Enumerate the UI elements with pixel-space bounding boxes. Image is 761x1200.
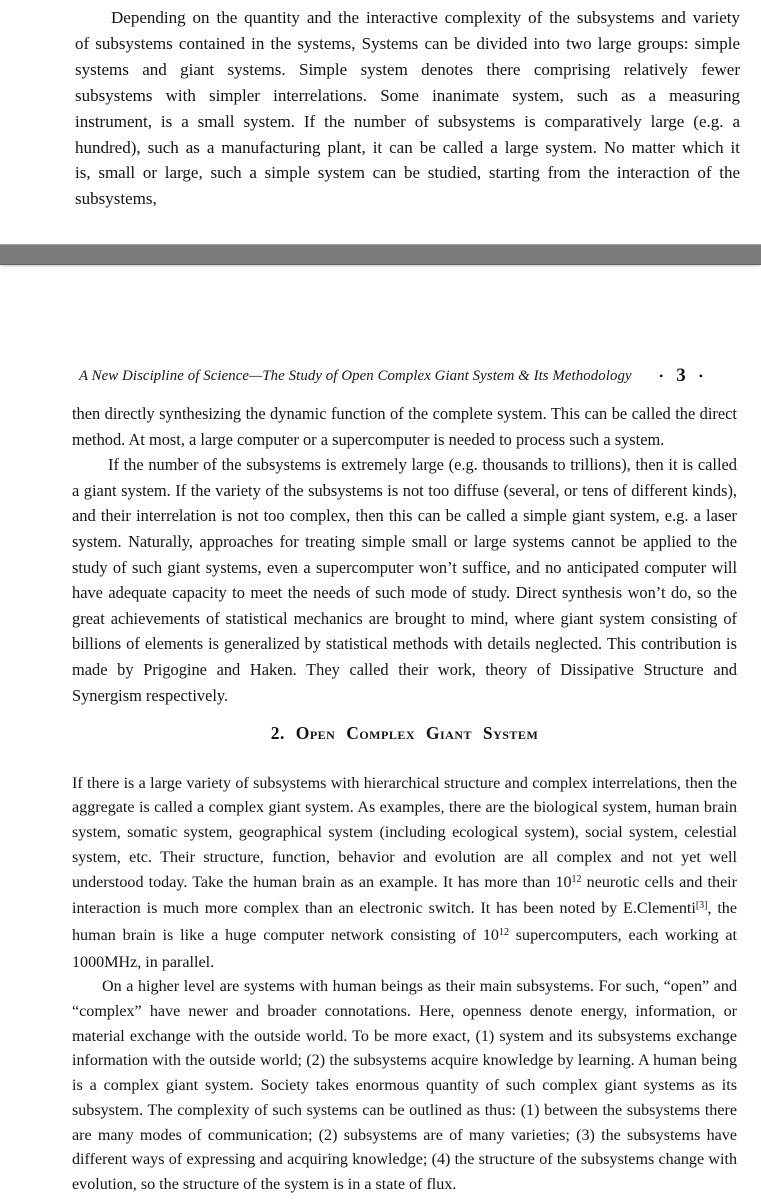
paragraph-complex-giant-system: If there is a large variety of subsystems with hierarchical structure and complex interrelations, then the aggregate is called a complex giant system. As examples, there are the biological system, human brain system, somatic system, geographical system (including ecological system), social system, celestial system, etc. Their structure, function, behavior and evolution are all complex and not yet well understood today. Take the human brain as an example. It has more than $10^{12}$ neurotic cells and their interaction is much more complex than an electronic switch. It has been noted by E.Clementi[3], the human brain is like a huge computer network consisting of $10^{12}$ supercomputers, each working at 1000MHz, in parallel.: [72, 774, 737, 971]
section-heading: 2. Open Complex Giant System: [270, 723, 539, 744]
page-number-bullet-right: •: [698, 368, 703, 383]
running-header: [79, 366, 703, 385]
paragraph-direct-method: then directly synthesizing the dynamic function of the complete system. This can be called the direct method. At most, a large computer or a supercomputer is needed to process such a system.: [72, 404, 737, 449]
page-number-marker: [659, 366, 703, 385]
page-number-bullet-left: •: [659, 368, 664, 383]
page-number: 3: [676, 365, 686, 386]
paragraph-higher-level-systems: On a higher level are systems with human beings as their main subsystems. For such, “open” and “complex” have newer and broader connotations. Here, openness denote energy, information, or material exchange with the outside world. To be more exact, (1) system and its subsystems exchange information with the outside world; (2) the subsystems acquire knowledge by learning. A human being is a complex giant system. Society takes enormous quantity of such complex giant systems as its subsystem. The complexity of such systems can be outlined as thus: (1) between the subsystems there are many modes of communication; (2) subsystems are of many varieties; (3) the subsystems have different ways of expressing and acquiring knowledge; (4) the structure of the subsystems change with evolution, so the structure of the system is in a state of flux.: [72, 978, 737, 1193]
running-header-title: A New Discipline of Science—The Study of Open Complex Giant System & Its Methodology: [79, 367, 632, 384]
page-separator-bar: [0, 244, 761, 265]
prev-page-paragraph: Depending on the quantity and the interactive complexity of the subsystems and variety of subsystems contained in the systems, Systems can be divided into two large groups: simple systems and giant systems. Simple system denotes there comprising relatively fewer subsystems with simpler interrelations. Some inanimate system, such as a measuring instrument, is a small system. If the number of subsystems is comparatively large (e.g. a hundred), such as a manufacturing plant, it can be called a large system. No matter which it is, small or large, such a simple system can be studied, starting from the interaction of the subsystems,: [75, 8, 740, 209]
page-body: [72, 401, 737, 1198]
paragraph-giant-system: If the number of the subsystems is extremely large (e.g. thousands to trillions), then it is called a giant system. If the variety of the subsystems is not too diffuse (several, or tens of different kinds), and their interrelation is not too complex, then this can be called a simple giant system, e.g. a laser system. Naturally, approaches for treating simple small or large systems cannot be applied to the study of such giant systems, even a supercomputer won’t suffice, and no anticipated computer will have adequate capacity to meet the needs of such mode of study. Direct synthesis won’t do, so the great achievements of statistical mechanics are brought to mind, where giant system consisting of billions of elements is generalized by statistical methods with details neglected. This contribution is made by Prigogine and Haken. They called their work, theory of Dissipative Structure and Synergism respectively.: [72, 455, 737, 705]
